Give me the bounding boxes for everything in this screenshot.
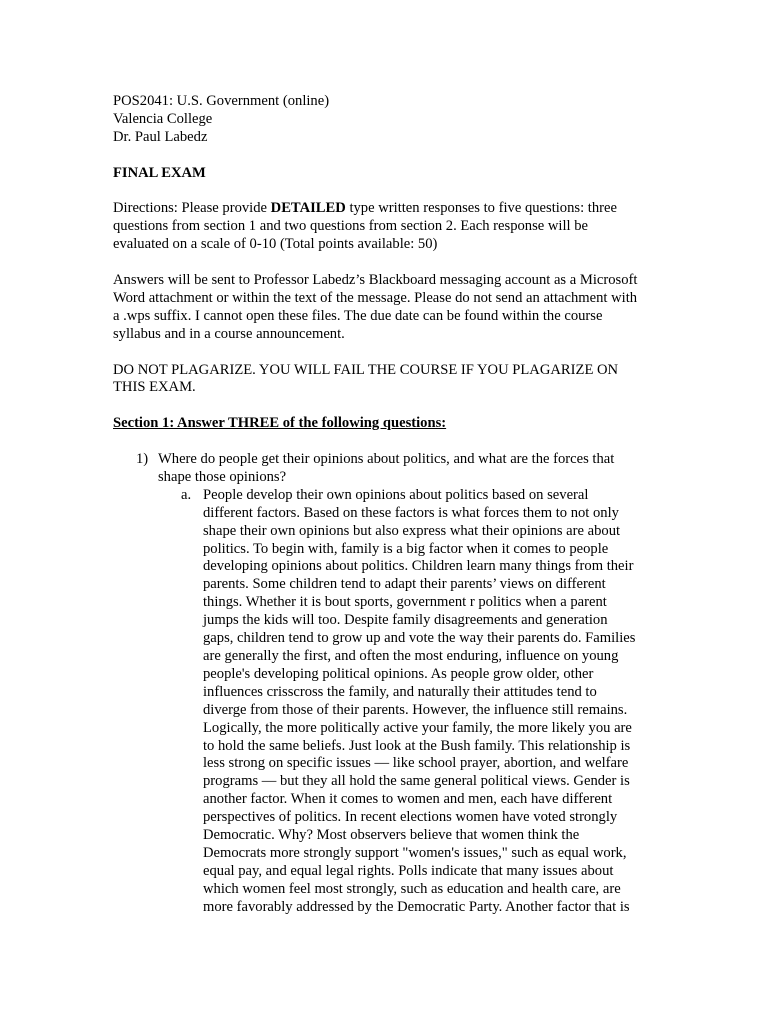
answer-line: different factors. Based on these factors is what forces them to not only (203, 504, 619, 521)
answer-line: gaps, children tend to grow up and vote the way their parents do. Families (203, 630, 636, 647)
answer-line: influences crisscross the family, and naturally their attitudes tend to (203, 683, 597, 700)
answer-line: another factor. When it comes to women and men, each have different (203, 791, 613, 808)
answer-line: are generally the first, and often the most enduring, influence on young (203, 648, 619, 664)
question-line: shape those opinions? (158, 468, 287, 485)
college-name: Valencia College (113, 110, 213, 127)
answer-line: perspectives of politics. In recent elections women have voted strongly (203, 809, 618, 826)
question-number: 1) (136, 451, 149, 468)
directions-line-3: evaluated on a scale of 0-10 (Total points available: 50) (113, 236, 438, 253)
answer-line: shape their own opinions but also express what their opinions are about (203, 522, 621, 539)
section-1-heading: Section 1: Answer THREE of the following questions: (113, 415, 447, 432)
directions-line-1 (113, 200, 658, 218)
answer-text (203, 487, 658, 917)
exam-title: FINAL EXAM (113, 164, 206, 181)
answer-line: people's developing political opinions. As people grow older, other (203, 665, 594, 682)
answer-line: jumps the kids will too. Despite family disagreements and generation (203, 612, 608, 629)
question-line: Where do people get their opinions about politics, and what are the forces that (158, 451, 615, 468)
instructor-name: Dr. Paul Labedz (113, 128, 208, 145)
answer-line: parents. Some children tend to adapt their parents’ views on different (203, 576, 606, 593)
exam-document (113, 93, 658, 917)
directions-emphasis: DETAILED (270, 200, 346, 217)
answer-line: to hold the same beliefs. Just look at the Bush family. This relationship is (203, 737, 631, 754)
directions-prefix: Directions: Please provide (113, 200, 271, 217)
submission-line: syllabus and in a course announcement. (113, 325, 345, 342)
course-title: POS2041: U.S. Government (online) (113, 93, 330, 109)
question-1 (113, 451, 658, 487)
submission-line: a .wps suffix. I cannot open these files. The due date can be found within the course (113, 307, 603, 324)
answer-line: Logically, the more politically active your family, the more likely you are (203, 719, 632, 736)
answer-line: things. Whether it is bout sports, government r politics when a parent (203, 594, 607, 611)
answer-line: Democratic. Why? Most observers believe that women think the (203, 827, 580, 844)
answer-1a (113, 487, 658, 917)
answer-line: which women feel most strongly, such as education and health care, are (203, 880, 621, 897)
answer-line: programs — but they all hold the same general political views. Gender is (203, 773, 630, 790)
answer-line: less strong on specific issues — like school prayer, abortion, and welfare (203, 755, 629, 772)
answer-line: Democrats more strongly support "women's issues," such as equal work, (203, 844, 627, 861)
answer-line: developing opinions about politics. Children learn many things from their (203, 558, 634, 575)
submission-line: Word attachment or within the text of the message. Please do not send an attachment with (113, 289, 638, 306)
submission-paragraph (113, 272, 658, 344)
document-header (113, 93, 658, 147)
answer-line: equal pay, and equal legal rights. Polls indicate that many issues about (203, 862, 614, 879)
answer-line: diverge from those of their parents. However, the influence still remains. (203, 701, 628, 718)
answer-letter: a. (181, 486, 192, 503)
answer-line: more favorably addressed by the Democratic Party. Another factor that is (203, 898, 630, 915)
warning-line: DO NOT PLAGARIZE. YOU WILL FAIL THE COURSE IF YOU PLAGARIZE ON (113, 361, 619, 378)
submission-line: Answers will be sent to Professor Labedz’s Blackboard messaging account as a Microsoft (113, 272, 638, 289)
directions-line-2: questions from section 1 and two questions from section 2. Each response will be (113, 218, 589, 235)
directions-line-1-rest: type written responses to five questions: three (345, 200, 617, 217)
directions-paragraph (113, 200, 658, 254)
answer-line: People develop their own opinions about politics based on several (203, 486, 589, 503)
warning-line: THIS EXAM. (113, 379, 196, 396)
answer-line: politics. To begin with, family is a big factor when it comes to people (203, 540, 609, 557)
plagiarism-warning (113, 362, 658, 398)
